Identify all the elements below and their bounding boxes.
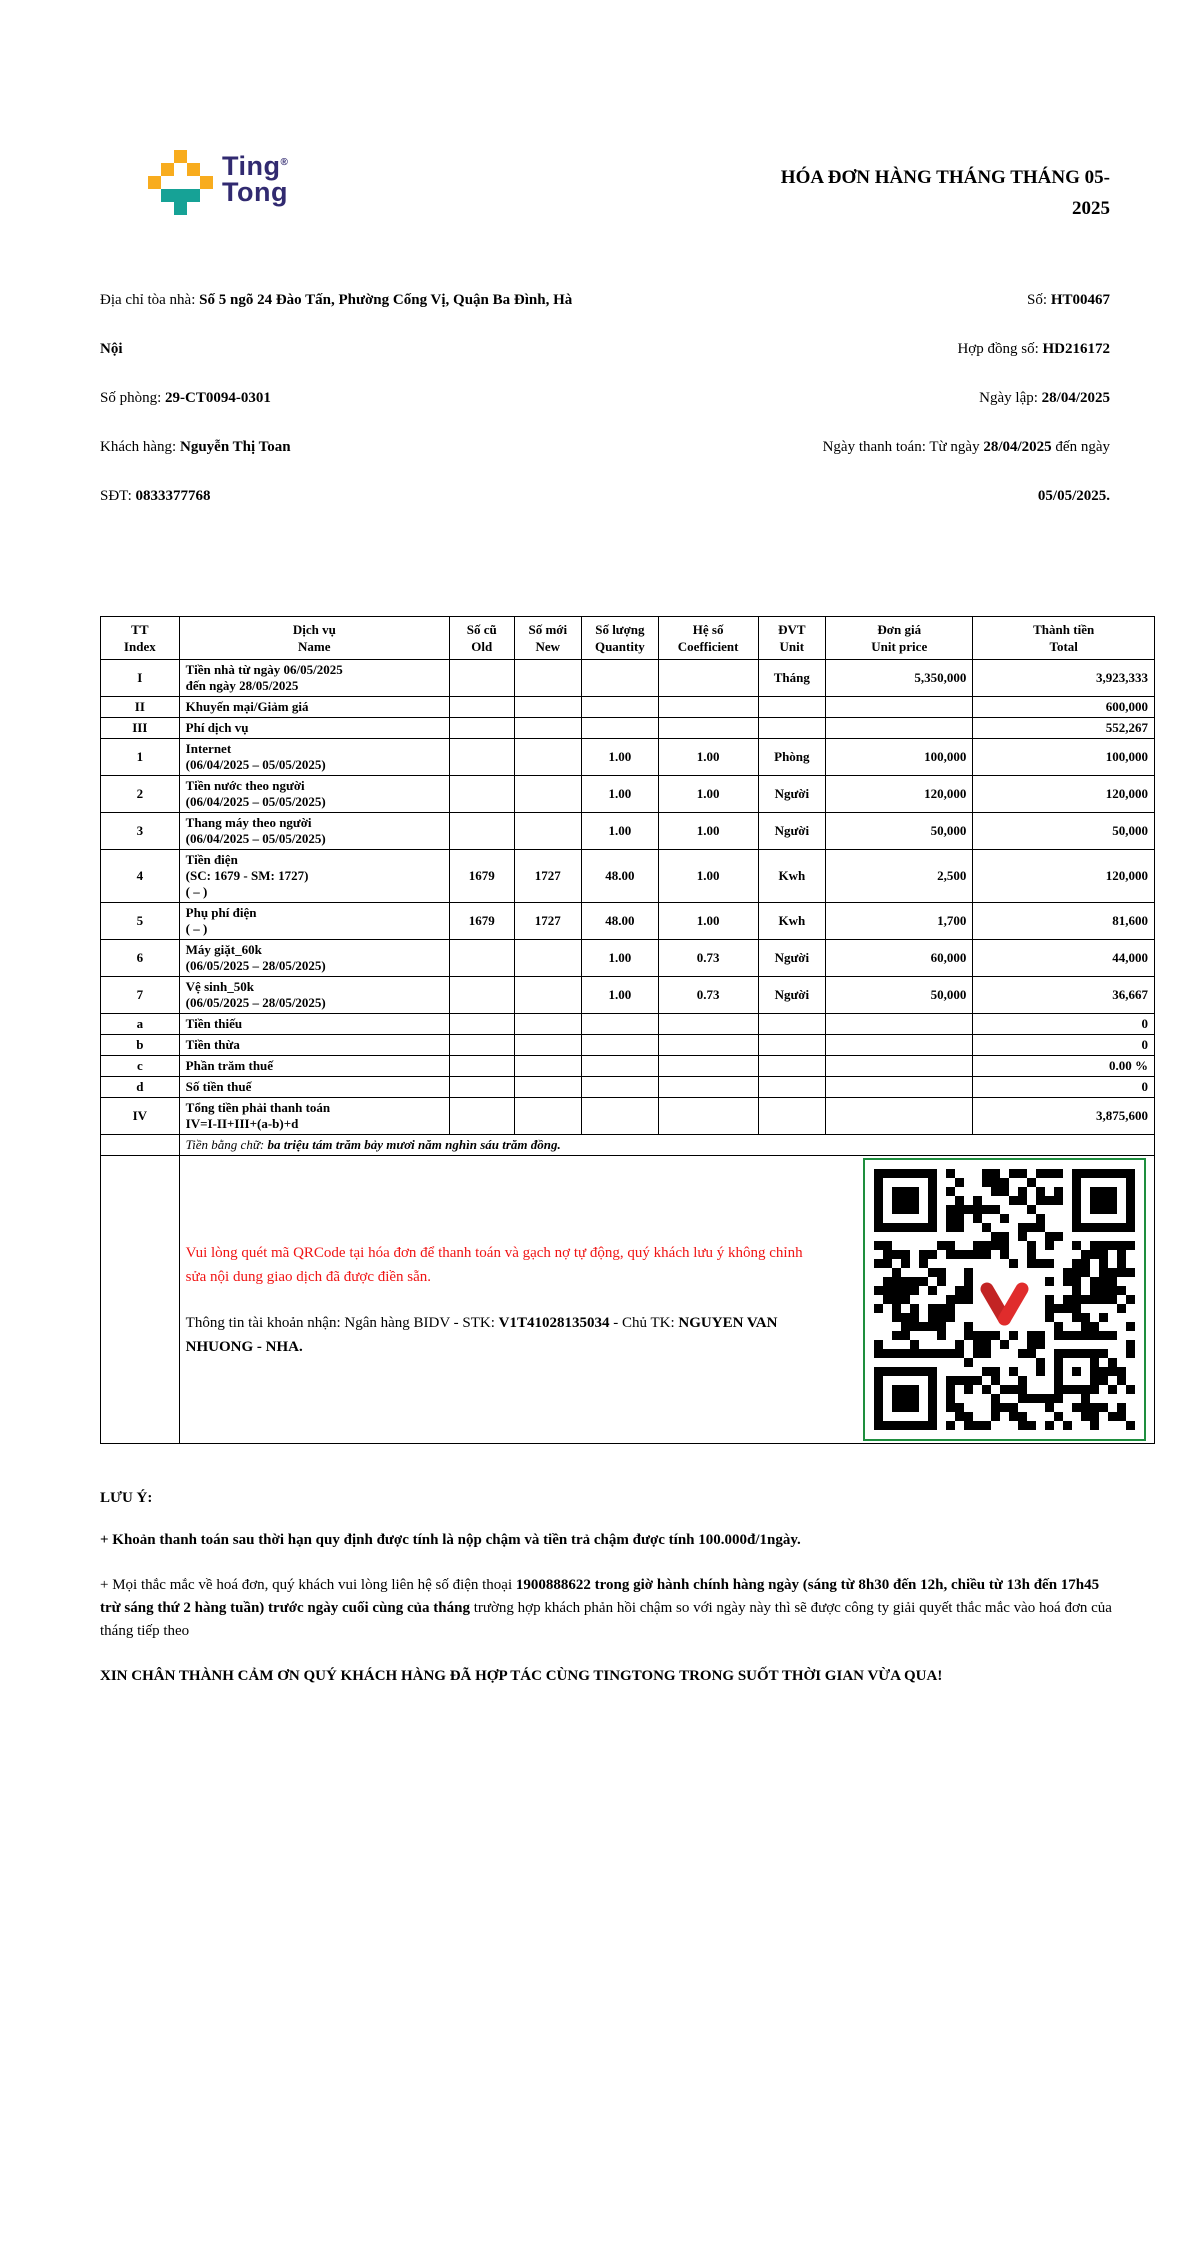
cell-tt: IV <box>101 1098 180 1135</box>
cell-coef <box>658 697 758 718</box>
table-row <box>101 850 1155 903</box>
cell-old <box>449 697 514 718</box>
cell-qty <box>582 1077 659 1098</box>
footer-notes <box>100 1490 1112 1688</box>
payment-instructions <box>186 1241 816 1359</box>
cell-name: Phụ phí điện ( – ) <box>179 903 449 940</box>
cell-name: Tiền nước theo người (06/04/2025 – 05/05/2025) <box>179 776 449 813</box>
invoice-table <box>100 616 1155 1444</box>
cell-name: Khuyến mại/Giảm giá <box>179 697 449 718</box>
registered-mark: ® <box>280 157 289 168</box>
cell-empty <box>101 1156 180 1444</box>
cell-qty <box>582 1098 659 1135</box>
invoice-info <box>100 276 1155 521</box>
cell-price: 60,000 <box>826 940 973 977</box>
cell-coef: 1.00 <box>658 739 758 776</box>
column-header: Số cũ Old <box>449 617 514 660</box>
cell-price <box>826 1056 973 1077</box>
tingtong-logo-icon <box>148 150 213 215</box>
hotline-note: + Mọi thắc mắc về hoá đơn, quý khách vui lòng liên hệ số điện thoại 1900888622 trong giờ hành chính hàng ngày (sáng từ 8h30 đến 12h, chiều từ 13h đến 17h45 trừ sáng thứ 2 hàng tuần) trước ngày cuối cùng của tháng trường hợp khách phản hồi chậm so với ngày này thì sẽ được công ty giải quyết thắc mắc vào hoá đơn của tháng tiếp theo <box>100 1577 1112 1639</box>
cell-old <box>449 977 514 1014</box>
cell-coef <box>658 1035 758 1056</box>
cell-new <box>514 776 582 813</box>
cell-new <box>514 1035 582 1056</box>
table-row <box>101 1098 1155 1135</box>
cell-qty: 1.00 <box>582 940 659 977</box>
cell-coef <box>658 1056 758 1077</box>
table-row <box>101 813 1155 850</box>
amount-in-words-row <box>101 1135 1155 1156</box>
cell-name: Vệ sinh_50k (06/05/2025 – 28/05/2025) <box>179 977 449 1014</box>
cell-name: Phí dịch vụ <box>179 718 449 739</box>
cell-name: Máy giặt_60k (06/05/2025 – 28/05/2025) <box>179 940 449 977</box>
column-header: Hệ số Coefficient <box>658 617 758 660</box>
cell-total: 120,000 <box>973 776 1155 813</box>
cell-price: 1,700 <box>826 903 973 940</box>
cell-old <box>449 718 514 739</box>
cell-name: Internet (06/04/2025 – 05/05/2025) <box>179 739 449 776</box>
cell-name: Tiền nhà từ ngày 06/05/2025 đến ngày 28/05/2025 <box>179 660 449 697</box>
customer-name: Khách hàng: Nguyễn Thị Toan <box>100 439 291 455</box>
cell-unit <box>758 697 826 718</box>
cell-unit: Người <box>758 813 826 850</box>
late-payment-note: + Khoản thanh toán sau thời hạn quy định được tính là nộp chậm và tiền trả chậm được tính 100.000đ/1ngày. <box>100 1532 801 1548</box>
qr-row <box>101 1156 1155 1444</box>
cell-old <box>449 1014 514 1035</box>
cell-qty <box>582 660 659 697</box>
contract-number: Hợp đồng số: HD216172 <box>957 341 1110 357</box>
table-row <box>101 1077 1155 1098</box>
cell-unit <box>758 1035 826 1056</box>
cell-tt: I <box>101 660 180 697</box>
invoice-header <box>100 148 1155 224</box>
payment-period: Ngày thanh toán: Từ ngày 28/04/2025 đến ngày 05/05/2025. <box>822 439 1110 504</box>
cell-name: Thang máy theo người (06/04/2025 – 05/05/2025) <box>179 813 449 850</box>
cell-tt: d <box>101 1077 180 1098</box>
cell-unit <box>758 1077 826 1098</box>
cell-qty: 1.00 <box>582 813 659 850</box>
cell-qty: 1.00 <box>582 739 659 776</box>
room-number: Số phòng: 29-CT0094-0301 <box>100 390 271 406</box>
cell-price: 50,000 <box>826 977 973 1014</box>
cell-tt: 4 <box>101 850 180 903</box>
cell-old <box>449 1077 514 1098</box>
cell-tt: c <box>101 1056 180 1077</box>
cell-qty: 48.00 <box>582 903 659 940</box>
cell-coef: 1.00 <box>658 903 758 940</box>
column-header: TT Index <box>101 617 180 660</box>
tingtong-logo-text: Ting® Tong <box>222 151 289 207</box>
cell-name: Tiền điện (SC: 1679 - SM: 1727) ( – ) <box>179 850 449 903</box>
cell-coef: 1.00 <box>658 776 758 813</box>
cell-old <box>449 776 514 813</box>
cell-qty <box>582 1056 659 1077</box>
cell-total: 600,000 <box>973 697 1155 718</box>
cell-tt: b <box>101 1035 180 1056</box>
qr-code-image <box>874 1169 1135 1430</box>
cell-new <box>514 660 582 697</box>
cell-tt: III <box>101 718 180 739</box>
cell-coef: 1.00 <box>658 850 758 903</box>
table-row <box>101 1035 1155 1056</box>
cell-tt: 3 <box>101 813 180 850</box>
cell-new <box>514 1098 582 1135</box>
cell-total: 3,923,333 <box>973 660 1155 697</box>
table-row <box>101 977 1155 1014</box>
cell-coef: 0.73 <box>658 940 758 977</box>
cell-new <box>514 977 582 1014</box>
table-row <box>101 1056 1155 1077</box>
cell-old <box>449 1035 514 1056</box>
cell-unit: Tháng <box>758 660 826 697</box>
column-header: Thành tiền Total <box>973 617 1155 660</box>
cell-new <box>514 940 582 977</box>
cell-total: 50,000 <box>973 813 1155 850</box>
cell-new <box>514 697 582 718</box>
cell-total: 3,875,600 <box>973 1098 1155 1135</box>
table-row <box>101 1014 1155 1035</box>
notes-heading: LƯU Ý: <box>100 1490 153 1506</box>
column-header: ĐVT Unit <box>758 617 826 660</box>
cell-price <box>826 697 973 718</box>
qr-notice-text: Vui lòng quét mã QRCode tại hóa đơn để thanh toán và gạch nợ tự động, quý khách lưu ý không chỉnh sửa nội dung giao dịch đã được điền sẵn. <box>185 1244 803 1285</box>
cell-total: 81,600 <box>973 903 1155 940</box>
created-date: Ngày lập: 28/04/2025 <box>979 390 1110 406</box>
cell-price: 50,000 <box>826 813 973 850</box>
cell-old <box>449 739 514 776</box>
cell-tt: 5 <box>101 903 180 940</box>
thank-you-note: XIN CHÂN THÀNH CẢM ƠN QUÝ KHÁCH HÀNG ĐÃ HỢP TÁC CÙNG TINGTONG TRONG SUỐT THỜI GIAN VỪA QUA! <box>100 1668 943 1684</box>
cell-total: 0 <box>973 1077 1155 1098</box>
cell-new <box>514 1056 582 1077</box>
cell-unit <box>758 1056 826 1077</box>
cell-total: 0 <box>973 1035 1155 1056</box>
cell-unit: Người <box>758 977 826 1014</box>
table-row <box>101 940 1155 977</box>
cell-old <box>449 660 514 697</box>
amount-in-words: Tiền bằng chữ: ba triệu tám trăm bảy mươi năm nghìn sáu trăm đồng. <box>179 1135 1154 1156</box>
cell-name: Tổng tiền phải thanh toán IV=I-II+III+(a-b)+d <box>179 1098 449 1135</box>
customer-info <box>100 276 578 521</box>
cell-coef <box>658 1014 758 1035</box>
building-address: Địa chỉ tòa nhà: Số 5 ngõ 24 Đào Tấn, Phường Cống Vị, Quận Ba Đình, Hà Nội <box>100 292 573 357</box>
cell-tt: a <box>101 1014 180 1035</box>
cell-unit: Kwh <box>758 850 826 903</box>
cell-qty: 1.00 <box>582 977 659 1014</box>
cell-coef <box>658 660 758 697</box>
cell-tt: II <box>101 697 180 718</box>
table-header-row <box>101 617 1155 660</box>
cell-new: 1727 <box>514 850 582 903</box>
cell-qty <box>582 697 659 718</box>
cell-total: 44,000 <box>973 940 1155 977</box>
cell-new <box>514 718 582 739</box>
cell-old: 1679 <box>449 850 514 903</box>
cell-unit: Phòng <box>758 739 826 776</box>
tingtong-logo <box>148 150 288 215</box>
cell-unit <box>758 1098 826 1135</box>
table-row <box>101 697 1155 718</box>
cell-unit: Kwh <box>758 903 826 940</box>
cell-new <box>514 1014 582 1035</box>
table-row <box>101 660 1155 697</box>
cell-price: 2,500 <box>826 850 973 903</box>
cell-new <box>514 739 582 776</box>
cell-coef <box>658 718 758 739</box>
cell-qty <box>582 718 659 739</box>
customer-phone: SĐT: 0833377768 <box>100 488 211 504</box>
cell-tt: 1 <box>101 739 180 776</box>
cell-name: Số tiền thuế <box>179 1077 449 1098</box>
cell-price <box>826 1014 973 1035</box>
invoice-table-body <box>101 660 1155 1135</box>
column-header: Đơn giá Unit price <box>826 617 973 660</box>
invoice-meta <box>670 276 1110 521</box>
cell-price: 120,000 <box>826 776 973 813</box>
cell-qty: 48.00 <box>582 850 659 903</box>
table-row <box>101 903 1155 940</box>
invoice-number: Số: HT00467 <box>1027 292 1110 308</box>
bank-account-info: Thông tin tài khoản nhận: Ngân hàng BIDV - STK: V1T41028135034 - Chủ TK: NGUYEN VAN NHUONG - NHA. <box>185 1314 778 1355</box>
cell-price: 100,000 <box>826 739 973 776</box>
cell-total: 100,000 <box>973 739 1155 776</box>
cell-name: Tiền thiếu <box>179 1014 449 1035</box>
column-header: Dịch vụ Name <box>179 617 449 660</box>
cell-total: 120,000 <box>973 850 1155 903</box>
cell-qty <box>582 1035 659 1056</box>
cell-name: Tiền thừa <box>179 1035 449 1056</box>
cell-total: 552,267 <box>973 718 1155 739</box>
table-row <box>101 776 1155 813</box>
cell-price <box>826 1077 973 1098</box>
cell-coef: 1.00 <box>658 813 758 850</box>
cell-qty: 1.00 <box>582 776 659 813</box>
cell-empty <box>101 1135 180 1156</box>
cell-unit <box>758 718 826 739</box>
cell-new <box>514 813 582 850</box>
page-title: HÓA ĐƠN HÀNG THÁNG THÁNG 05- 2025 <box>780 167 1110 219</box>
cell-old <box>449 813 514 850</box>
column-header: Số mới New <box>514 617 582 660</box>
cell-coef <box>658 1098 758 1135</box>
cell-tt: 2 <box>101 776 180 813</box>
cell-tt: 7 <box>101 977 180 1014</box>
cell-price <box>826 1098 973 1135</box>
cell-coef <box>658 1077 758 1098</box>
cell-qty <box>582 1014 659 1035</box>
cell-tt: 6 <box>101 940 180 977</box>
table-row <box>101 718 1155 739</box>
cell-old: 1679 <box>449 903 514 940</box>
cell-old <box>449 1098 514 1135</box>
cell-old <box>449 940 514 977</box>
cell-price <box>826 1035 973 1056</box>
cell-price: 5,350,000 <box>826 660 973 697</box>
cell-coef: 0.73 <box>658 977 758 1014</box>
payment-qr-code <box>863 1158 1146 1441</box>
cell-total: 0.00 % <box>973 1056 1155 1077</box>
cell-total: 36,667 <box>973 977 1155 1014</box>
cell-old <box>449 1056 514 1077</box>
cell-name: Phần trăm thuế <box>179 1056 449 1077</box>
cell-price <box>826 718 973 739</box>
cell-new: 1727 <box>514 903 582 940</box>
cell-unit <box>758 1014 826 1035</box>
cell-unit: Người <box>758 776 826 813</box>
cell-total: 0 <box>973 1014 1155 1035</box>
column-header: Số lượng Quantity <box>582 617 659 660</box>
cell-unit: Người <box>758 940 826 977</box>
table-row <box>101 739 1155 776</box>
cell-new <box>514 1077 582 1098</box>
